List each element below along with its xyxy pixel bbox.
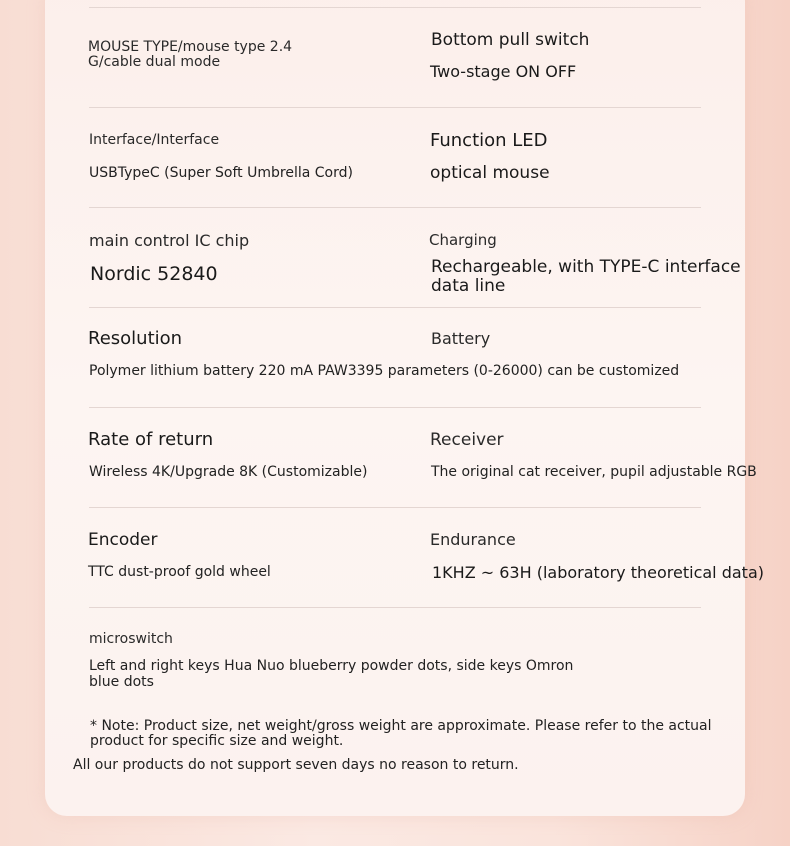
microswitch-value: Left and right keys Hua Nuo blueberry powder dots, side keys Omron xyxy=(89,658,574,674)
size-note: * Note: Product size, net weight/gross weight are approximate. Please refer to the actual xyxy=(90,718,712,734)
return-rate-label: Rate of return xyxy=(88,429,214,450)
spec-card xyxy=(45,0,745,816)
divider xyxy=(89,107,701,108)
endurance-label: Endurance xyxy=(430,530,516,549)
return-policy-note: All our products do not support seven days no reason to return. xyxy=(73,757,519,773)
battery-label: Battery xyxy=(431,329,491,348)
microswitch-value-cont: blue dots xyxy=(89,674,154,690)
receiver-value: The original cat receiver, pupil adjustable RGB xyxy=(431,464,757,480)
interface-label: Interface/Interface xyxy=(89,132,220,148)
receiver-label: Receiver xyxy=(430,430,504,450)
microswitch-label: microswitch xyxy=(89,631,173,647)
function-led-value: optical mouse xyxy=(430,163,550,183)
encoder-label: Encoder xyxy=(88,530,158,550)
chip-value: Nordic 52840 xyxy=(90,263,218,285)
divider xyxy=(89,207,701,208)
charging-value-cont: data line xyxy=(431,276,506,296)
divider xyxy=(89,407,701,408)
divider xyxy=(89,7,701,8)
return-rate-value: Wireless 4K/Upgrade 8K (Customizable) xyxy=(89,464,368,480)
interface-value: USBTypeC (Super Soft Umbrella Cord) xyxy=(89,165,353,181)
divider xyxy=(89,507,701,508)
divider xyxy=(89,307,701,308)
mouse-type-label: MOUSE TYPE/mouse type 2.4 xyxy=(88,39,293,55)
mouse-type-label-cont: G/cable dual mode xyxy=(88,54,221,70)
charging-label: Charging xyxy=(429,231,497,249)
bottom-switch-value: Two-stage ON OFF xyxy=(430,62,577,81)
resolution-label: Resolution xyxy=(88,328,183,349)
function-led-label: Function LED xyxy=(430,130,548,151)
endurance-value: 1KHZ ~ 63H (laboratory theoretical data) xyxy=(432,563,764,582)
size-note-cont: product for specific size and weight. xyxy=(90,733,344,749)
battery-resolution-value: Polymer lithium battery 220 mA PAW3395 parameters (0-26000) can be customized xyxy=(89,363,680,379)
bottom-switch-label: Bottom pull switch xyxy=(431,30,590,50)
charging-value: Rechargeable, with TYPE-C interface xyxy=(431,257,741,277)
encoder-value: TTC dust-proof gold wheel xyxy=(88,564,271,580)
chip-label: main control IC chip xyxy=(89,231,250,250)
divider xyxy=(89,607,701,608)
